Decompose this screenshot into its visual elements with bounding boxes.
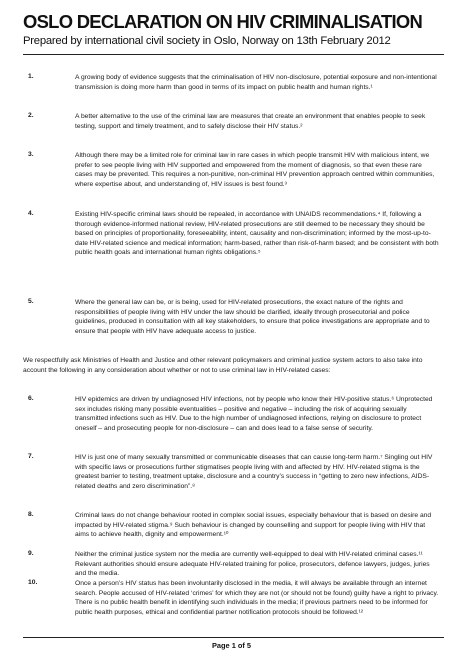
item-number: 9. [28, 550, 34, 557]
document-title: OSLO DECLARATION ON HIV CRIMINALISATION [23, 11, 423, 32]
declaration-paragraph: Criminal laws do not change behaviour rooted in complex social issues, especially behaviour that is based on desire and impacted by HIV-related stigma.⁹ Such behaviour is changed by counselling and support for people living with HIV that aims to achieve health, dignity and empowerment.¹⁰ [75, 512, 432, 539]
title-divider [23, 54, 444, 55]
declaration-paragraph: A growing body of evidence suggests that the criminalisation of HIV non-disclosure, potential exposure and non-intentional transmission is doing more harm than good in terms of its impact on public health and human rights.¹ [75, 74, 437, 91]
declaration-paragraph: Although there may be a limited role for criminal law in rare cases in which people transmit HIV with malicious intent, we prefer to see people living with HIV supported and empowered from the moment of diagnosis, so that even these rare cases may be prevented. This requires a non-punitive, non-criminal HIV prevention approach centred within communities, where expertise about, and understanding of, HIV issues is best found.³ [75, 152, 435, 188]
intro-paragraph: We respectfully ask Ministries of Health and Justice and other relevant policymakers and criminal justice system actors to also take into account the following in any consideration about whether or not to use criminal law in HIV-related cases: [23, 357, 423, 374]
declaration-paragraph: Where the general law can be, or is being, used for HIV-related prosecutions, the exact nature of the rights and responsibilities of people living with HIV under the law should be clarified, ideally through prosecutorial and police guidelines, produced in consultation with all key stakeholders, to ensure that police investigations are appropriate and to ensure that people with HIV have adequate access to justice. [75, 299, 430, 335]
declaration-paragraph: Existing HIV-specific criminal laws should be repealed, in accordance with UNAIDS recommendations.⁴ If, following a thorough evidence-informed national review, HIV-related prosecutions are still deemed to be necessary they should be based on principles of proportionality, foreseeability, intent, causality and non-discrimination; informed by the most-up-to-date HIV-related science and medical information; harm-based, rather than risk-of-harm based; and be consistent with both public health goals and international human rights obligations.⁵ [75, 211, 439, 257]
item-number: 10. [28, 579, 38, 586]
item-number: 1. [28, 73, 34, 80]
page-number: Page 1 of 5 [211, 641, 252, 650]
declaration-paragraph: A better alternative to the use of the criminal law are measures that create an environment that enables people to seek testing, support and timely treatment, and to safely disclose their HIV status.² [75, 113, 426, 130]
item-number: 5. [28, 298, 34, 305]
declaration-paragraph: Neither the criminal justice system nor the media are currently well-equipped to deal with HIV-related criminal cases.¹¹ Relevant authorities should ensure adequate HIV-related training for police, prosecutors, defence lawyers, judges, juries and the media. [75, 551, 430, 578]
declaration-paragraph: Once a person’s HIV status has been involuntarily disclosed in the media, it will always be available through an internet search. People accused of HIV-related ‘crimes’ for which they are not (or should not be found) guilty have a right to privacy. There is no public health benefit in identifying such individuals in the media; if previous partners need to be informed for public health purposes, ethical and confidential partner notification protocols should be followed.¹² [75, 580, 439, 616]
item-number: 8. [28, 511, 34, 518]
declaration-paragraph: HIV epidemics are driven by undiagnosed HIV infections, not by people who know their HIV-positive status.⁶ Unprotected sex includes risking many possible eventualities – positive and negative – including the risk of acquiring sexually transmitted infections such as HIV. Due to the high number of undiagnosed infections, relying on disclosure to protect oneself – and prosecuting people for non-disclosure – can and does lead to a false sense of security. [75, 396, 433, 432]
item-number: 2. [28, 112, 34, 119]
document-subtitle: Prepared by international civil society in Oslo, Norway on 13th February 2012 [23, 35, 391, 47]
item-number: 6. [28, 395, 34, 402]
footer-divider [23, 637, 444, 638]
item-number: 7. [28, 453, 34, 460]
item-number: 4. [28, 210, 34, 217]
item-number: 3. [28, 151, 34, 158]
declaration-paragraph: HIV is just one of many sexually transmitted or communicable diseases that can cause long-term harm.⁷ Singling out HIV with specific laws or prosecutions further stigmatises people living with and affected by HIV. HIV-related stigma is the greatest barrier to testing, treatment uptake, disclosure and a country’s success in “getting to zero new infections, AIDS-related deaths and zero discrimination”.⁸ [75, 454, 433, 490]
